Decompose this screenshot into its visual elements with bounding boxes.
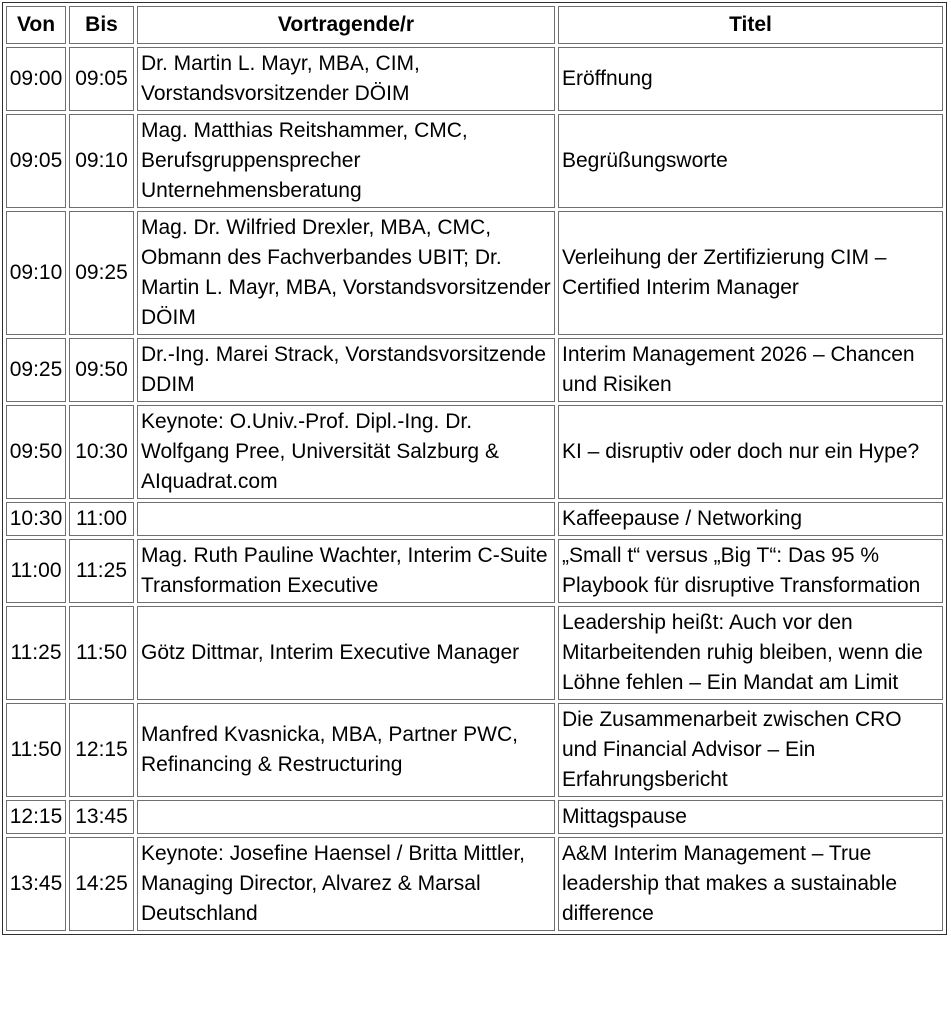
cell-title: Verleihung der Zertifizierung CIM – Certified Interim Manager xyxy=(558,211,943,335)
cell-speaker: Götz Dittmar, Interim Executive Manager xyxy=(137,606,555,700)
cell-bis: 09:50 xyxy=(69,338,134,402)
table-row xyxy=(6,211,943,335)
cell-bis: 09:25 xyxy=(69,211,134,335)
table-row xyxy=(6,800,943,834)
cell-bis: 11:25 xyxy=(69,539,134,603)
table-row xyxy=(6,606,943,700)
table-row xyxy=(6,47,943,111)
cell-title: Leadership heißt: Auch vor den Mitarbeitenden ruhig bleiben, wenn die Löhne fehlen – Ein Mandat am Limit xyxy=(558,606,943,700)
cell-speaker: Dr.-Ing. Marei Strack, Vorstandsvorsitzende DDIM xyxy=(137,338,555,402)
cell-von: 10:30 xyxy=(6,502,66,536)
header-bis: Bis xyxy=(69,6,134,44)
cell-title: Kaffeepause / Networking xyxy=(558,502,943,536)
cell-bis: 10:30 xyxy=(69,405,134,499)
cell-speaker: Keynote: Josefine Haensel / Britta Mittler, Managing Director, Alvarez & Marsal Deutschland xyxy=(137,837,555,931)
cell-title: A&M Interim Management – True leadership that makes a sustainable difference xyxy=(558,837,943,931)
table-row xyxy=(6,502,943,536)
cell-title: KI – disruptiv oder doch nur ein Hype? xyxy=(558,405,943,499)
cell-bis: 11:50 xyxy=(69,606,134,700)
cell-von: 11:25 xyxy=(6,606,66,700)
cell-title: Die Zusammenarbeit zwischen CRO und Financial Advisor – Ein Erfahrungsbericht xyxy=(558,703,943,797)
cell-speaker: Mag. Dr. Wilfried Drexler, MBA, CMC, Obmann des Fachverbandes UBIT; Dr. Martin L. Mayr, MBA, Vorstandsvorsitzender DÖIM xyxy=(137,211,555,335)
cell-bis: 14:25 xyxy=(69,837,134,931)
cell-von: 09:00 xyxy=(6,47,66,111)
cell-speaker: Mag. Matthias Reitshammer, CMC, Berufsgruppensprecher Unternehmensberatung xyxy=(137,114,555,208)
cell-von: 11:00 xyxy=(6,539,66,603)
cell-speaker: Keynote: O.Univ.-Prof. Dipl.-Ing. Dr. Wolfgang Pree, Universität Salzburg & AIquadrat.com xyxy=(137,405,555,499)
cell-title: Interim Management 2026 – Chancen und Risiken xyxy=(558,338,943,402)
cell-von: 11:50 xyxy=(6,703,66,797)
cell-bis: 09:10 xyxy=(69,114,134,208)
cell-von: 09:05 xyxy=(6,114,66,208)
table-row xyxy=(6,539,943,603)
header-speaker: Vortragende/r xyxy=(137,6,555,44)
cell-speaker: Manfred Kvasnicka, MBA, Partner PWC, Refinancing & Restructuring xyxy=(137,703,555,797)
cell-von: 12:15 xyxy=(6,800,66,834)
cell-speaker xyxy=(137,800,555,834)
cell-bis: 11:00 xyxy=(69,502,134,536)
cell-title: Mittagspause xyxy=(558,800,943,834)
cell-bis: 13:45 xyxy=(69,800,134,834)
cell-title: Begrüßungsworte xyxy=(558,114,943,208)
cell-von: 09:10 xyxy=(6,211,66,335)
header-title: Titel xyxy=(558,6,943,44)
table-row xyxy=(6,338,943,402)
cell-title: „Small t“ versus „Big T“: Das 95 % Playbook für disruptive Transformation xyxy=(558,539,943,603)
header-von: Von xyxy=(6,6,66,44)
cell-von: 13:45 xyxy=(6,837,66,931)
schedule-header xyxy=(6,6,943,44)
cell-speaker xyxy=(137,502,555,536)
cell-bis: 09:05 xyxy=(69,47,134,111)
table-row xyxy=(6,114,943,208)
table-row xyxy=(6,703,943,797)
cell-title: Eröffnung xyxy=(558,47,943,111)
cell-von: 09:25 xyxy=(6,338,66,402)
cell-bis: 12:15 xyxy=(69,703,134,797)
schedule-body xyxy=(6,47,943,931)
cell-von: 09:50 xyxy=(6,405,66,499)
cell-speaker: Mag. Ruth Pauline Wachter, Interim C-Suite Transformation Executive xyxy=(137,539,555,603)
schedule-table xyxy=(2,2,947,935)
header-row xyxy=(6,6,943,44)
cell-speaker: Dr. Martin L. Mayr, MBA, CIM, Vorstandsvorsitzender DÖIM xyxy=(137,47,555,111)
table-row xyxy=(6,837,943,931)
table-row xyxy=(6,405,943,499)
